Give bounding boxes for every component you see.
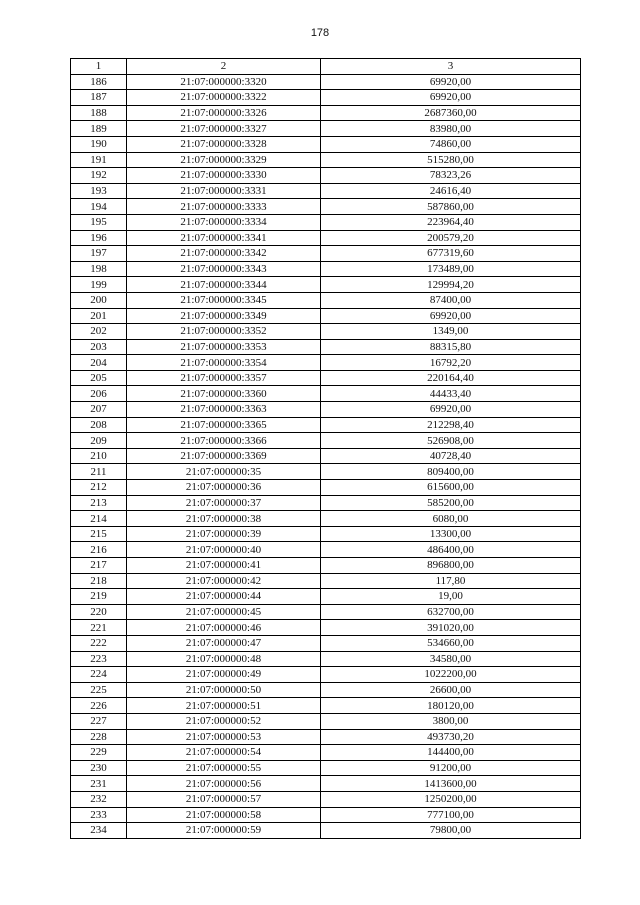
cadastral-number-cell: 21:07:000000:3360 [127,386,321,402]
table-row [71,433,581,449]
cadastral-number-cell: 21:07:000000:3342 [127,246,321,262]
row-number-cell: 216 [71,542,127,558]
cadastral-number-cell: 21:07:000000:36 [127,480,321,496]
value-cell: 19,00 [321,589,581,605]
value-cell: 587860,00 [321,199,581,215]
value-cell: 2687360,00 [321,105,581,121]
value-cell: 83980,00 [321,121,581,137]
cadastral-number-cell: 21:07:000000:3333 [127,199,321,215]
value-cell: 632700,00 [321,604,581,620]
row-number-cell: 196 [71,230,127,246]
row-number-cell: 202 [71,324,127,340]
cadastral-number-cell: 21:07:000000:45 [127,604,321,620]
cadastral-number-cell: 21:07:000000:3343 [127,261,321,277]
row-number-cell: 187 [71,90,127,106]
table-row [71,90,581,106]
row-number-cell: 197 [71,246,127,262]
row-number-cell: 200 [71,292,127,308]
row-number-cell: 189 [71,121,127,137]
row-number-cell: 195 [71,214,127,230]
table-row [71,339,581,355]
table-row [71,480,581,496]
table-row [71,152,581,168]
row-number-cell: 192 [71,168,127,184]
value-cell: 615600,00 [321,480,581,496]
row-number-cell: 194 [71,199,127,215]
cadastral-number-cell: 21:07:000000:42 [127,573,321,589]
value-cell: 78323,26 [321,168,581,184]
table-row [71,183,581,199]
row-number-cell: 193 [71,183,127,199]
value-cell: 69920,00 [321,402,581,418]
cadastral-number-cell: 21:07:000000:50 [127,682,321,698]
table-row [71,729,581,745]
cadastral-number-cell: 21:07:000000:3329 [127,152,321,168]
table-row [71,246,581,262]
row-number-cell: 186 [71,74,127,90]
cadastral-number-cell: 21:07:000000:3354 [127,355,321,371]
table-row [71,589,581,605]
table-row [71,682,581,698]
value-cell: 809400,00 [321,464,581,480]
value-cell: 13300,00 [321,526,581,542]
table-row [71,807,581,823]
row-number-cell: 214 [71,511,127,527]
data-table [70,58,581,839]
value-cell: 486400,00 [321,542,581,558]
row-number-cell: 203 [71,339,127,355]
row-number-cell: 226 [71,698,127,714]
cadastral-number-cell: 21:07:000000:3365 [127,417,321,433]
cadastral-number-cell: 21:07:000000:52 [127,713,321,729]
value-cell: 79800,00 [321,823,581,839]
table-row [71,402,581,418]
value-cell: 220164,40 [321,370,581,386]
table-row [71,261,581,277]
row-number-cell: 209 [71,433,127,449]
value-cell: 6080,00 [321,511,581,527]
row-number-cell: 220 [71,604,127,620]
cadastral-number-cell: 21:07:000000:48 [127,651,321,667]
value-cell: 34580,00 [321,651,581,667]
table-row [71,495,581,511]
table-row [71,823,581,839]
cadastral-number-cell: 21:07:000000:44 [127,589,321,605]
table-row [71,698,581,714]
cadastral-number-cell: 21:07:000000:41 [127,558,321,574]
row-number-cell: 225 [71,682,127,698]
cadastral-number-cell: 21:07:000000:51 [127,698,321,714]
cadastral-number-cell: 21:07:000000:55 [127,760,321,776]
row-number-cell: 233 [71,807,127,823]
column-header: 3 [321,59,581,75]
cadastral-number-cell: 21:07:000000:3331 [127,183,321,199]
value-cell: 534660,00 [321,635,581,651]
row-number-cell: 212 [71,480,127,496]
row-number-cell: 231 [71,776,127,792]
cadastral-number-cell: 21:07:000000:3341 [127,230,321,246]
value-cell: 69920,00 [321,74,581,90]
row-number-cell: 234 [71,823,127,839]
cadastral-number-cell: 21:07:000000:3320 [127,74,321,90]
table-row [71,292,581,308]
table-row [71,791,581,807]
value-cell: 16792,20 [321,355,581,371]
table-row [71,620,581,636]
value-cell: 493730,20 [321,729,581,745]
row-number-cell: 229 [71,745,127,761]
table-row [71,355,581,371]
table-row [71,370,581,386]
row-number-cell: 204 [71,355,127,371]
cadastral-number-cell: 21:07:000000:38 [127,511,321,527]
cadastral-number-cell: 21:07:000000:3353 [127,339,321,355]
value-cell: 391020,00 [321,620,581,636]
row-number-cell: 206 [71,386,127,402]
table-row [71,526,581,542]
row-number-cell: 210 [71,448,127,464]
cadastral-number-cell: 21:07:000000:3334 [127,214,321,230]
row-number-cell: 228 [71,729,127,745]
row-number-cell: 201 [71,308,127,324]
row-number-cell: 217 [71,558,127,574]
table-row [71,651,581,667]
value-cell: 1349,00 [321,324,581,340]
cadastral-number-cell: 21:07:000000:3327 [127,121,321,137]
value-cell: 777100,00 [321,807,581,823]
cadastral-number-cell: 21:07:000000:3349 [127,308,321,324]
row-number-cell: 222 [71,635,127,651]
cadastral-number-cell: 21:07:000000:56 [127,776,321,792]
cadastral-number-cell: 21:07:000000:3326 [127,105,321,121]
row-number-cell: 198 [71,261,127,277]
table-row [71,121,581,137]
table-row [71,776,581,792]
table-row [71,760,581,776]
table-row [71,168,581,184]
cadastral-number-cell: 21:07:000000:54 [127,745,321,761]
table-row [71,558,581,574]
value-cell: 200579,20 [321,230,581,246]
cadastral-number-cell: 21:07:000000:46 [127,620,321,636]
value-cell: 1022200,00 [321,667,581,683]
value-cell: 677319,60 [321,246,581,262]
row-number-cell: 218 [71,573,127,589]
cadastral-number-cell: 21:07:000000:3369 [127,448,321,464]
row-number-cell: 232 [71,791,127,807]
cadastral-number-cell: 21:07:000000:3357 [127,370,321,386]
value-cell: 223964,40 [321,214,581,230]
value-cell: 173489,00 [321,261,581,277]
cadastral-number-cell: 21:07:000000:3345 [127,292,321,308]
table-row [71,635,581,651]
table-row [71,417,581,433]
value-cell: 117,80 [321,573,581,589]
value-cell: 1413600,00 [321,776,581,792]
value-cell: 87400,00 [321,292,581,308]
value-cell: 91200,00 [321,760,581,776]
table-body [71,74,581,838]
cadastral-number-cell: 21:07:000000:37 [127,495,321,511]
cadastral-number-cell: 21:07:000000:3344 [127,277,321,293]
table-row [71,511,581,527]
table-header-row [71,59,581,75]
table-row [71,386,581,402]
row-number-cell: 208 [71,417,127,433]
value-cell: 896800,00 [321,558,581,574]
value-cell: 1250200,00 [321,791,581,807]
column-header: 1 [71,59,127,75]
row-number-cell: 199 [71,277,127,293]
value-cell: 40728,40 [321,448,581,464]
value-cell: 515280,00 [321,152,581,168]
row-number-cell: 207 [71,402,127,418]
table-row [71,308,581,324]
value-cell: 585200,00 [321,495,581,511]
value-cell: 69920,00 [321,90,581,106]
table-row [71,573,581,589]
row-number-cell: 190 [71,136,127,152]
row-number-cell: 221 [71,620,127,636]
cadastral-number-cell: 21:07:000000:3330 [127,168,321,184]
cadastral-number-cell: 21:07:000000:47 [127,635,321,651]
value-cell: 74860,00 [321,136,581,152]
table-row [71,604,581,620]
row-number-cell: 191 [71,152,127,168]
table-row [71,713,581,729]
cadastral-number-cell: 21:07:000000:39 [127,526,321,542]
value-cell: 212298,40 [321,417,581,433]
table-row [71,745,581,761]
value-cell: 69920,00 [321,308,581,324]
row-number-cell: 227 [71,713,127,729]
value-cell: 26600,00 [321,682,581,698]
cadastral-number-cell: 21:07:000000:3328 [127,136,321,152]
table-row [71,667,581,683]
value-cell: 129994,20 [321,277,581,293]
row-number-cell: 223 [71,651,127,667]
table-row [71,464,581,480]
value-cell: 44433,40 [321,386,581,402]
row-number-cell: 213 [71,495,127,511]
value-cell: 526908,00 [321,433,581,449]
page-number: 178 [310,27,330,39]
cadastral-number-cell: 21:07:000000:35 [127,464,321,480]
cadastral-number-cell: 21:07:000000:53 [127,729,321,745]
table-row [71,542,581,558]
table-row [71,105,581,121]
table-row [71,136,581,152]
table-row [71,230,581,246]
column-header: 2 [127,59,321,75]
row-number-cell: 205 [71,370,127,386]
cadastral-number-cell: 21:07:000000:49 [127,667,321,683]
table-row [71,277,581,293]
row-number-cell: 230 [71,760,127,776]
value-cell: 88315,80 [321,339,581,355]
table-row [71,214,581,230]
value-cell: 180120,00 [321,698,581,714]
value-cell: 144400,00 [321,745,581,761]
value-cell: 3800,00 [321,713,581,729]
cadastral-number-cell: 21:07:000000:3363 [127,402,321,418]
cadastral-number-cell: 21:07:000000:58 [127,807,321,823]
cadastral-number-cell: 21:07:000000:40 [127,542,321,558]
row-number-cell: 224 [71,667,127,683]
cadastral-number-cell: 21:07:000000:3352 [127,324,321,340]
table-row [71,74,581,90]
value-cell: 24616,40 [321,183,581,199]
cadastral-number-cell: 21:07:000000:3366 [127,433,321,449]
cadastral-number-cell: 21:07:000000:59 [127,823,321,839]
cadastral-number-cell: 21:07:000000:3322 [127,90,321,106]
table-row [71,199,581,215]
table-row [71,324,581,340]
row-number-cell: 188 [71,105,127,121]
table-row [71,448,581,464]
row-number-cell: 215 [71,526,127,542]
cadastral-number-cell: 21:07:000000:57 [127,791,321,807]
row-number-cell: 211 [71,464,127,480]
row-number-cell: 219 [71,589,127,605]
